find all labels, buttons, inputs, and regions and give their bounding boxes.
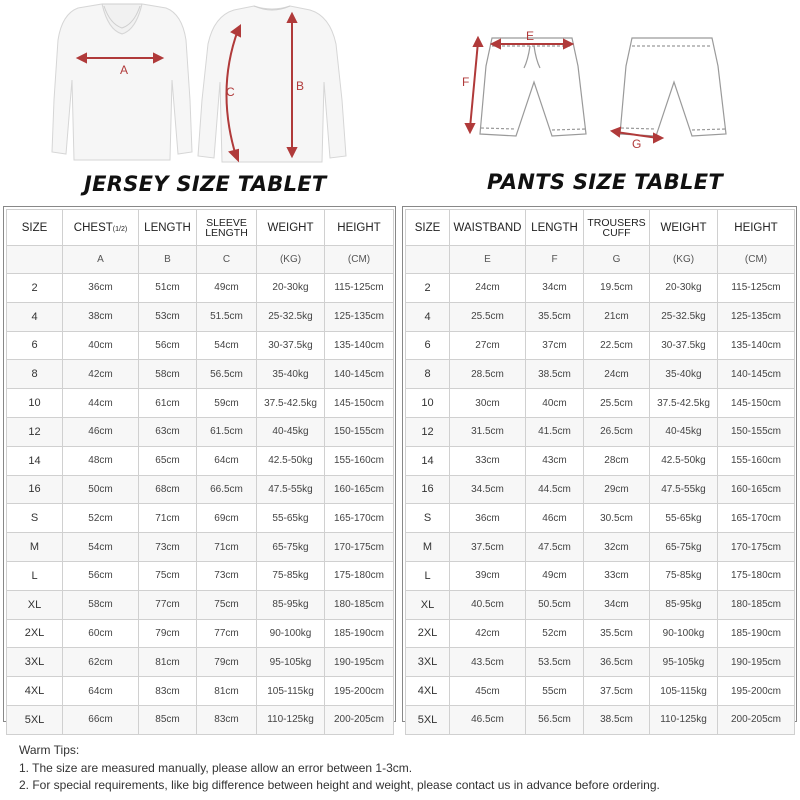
jersey-table-row (7, 677, 394, 706)
jersey-cell: 135-140cm (325, 331, 394, 360)
pants-cell: 75-85kg (650, 561, 718, 590)
jersey-size-table (6, 209, 394, 735)
pants-label-e: E (526, 29, 535, 43)
jersey-cell: 40-45kg (257, 417, 325, 446)
jersey-cell: 47.5-55kg (257, 475, 325, 504)
jersey-cell: 63cm (139, 417, 197, 446)
jersey-table-row (7, 619, 394, 648)
jersey-cell: 75cm (139, 561, 197, 590)
jersey-sub-size (7, 246, 63, 274)
jersey-table-row (7, 302, 394, 331)
jersey-cell: 105-115kg (257, 677, 325, 706)
pants-cell: 16 (406, 475, 450, 504)
jersey-cell: 2XL (7, 619, 63, 648)
jersey-cell: 44cm (63, 389, 139, 418)
pants-cell: 2XL (406, 619, 450, 648)
jersey-cell: 115-125cm (325, 274, 394, 303)
pants-cell: 30-37.5kg (650, 331, 718, 360)
jersey-cell: 85cm (139, 705, 197, 734)
jersey-table-row (7, 705, 394, 734)
pants-front-image (480, 38, 586, 136)
jersey-cell: 73cm (139, 533, 197, 562)
jersey-cell: 20-30kg (257, 274, 325, 303)
pants-cell: 34cm (526, 274, 584, 303)
jersey-cell: 160-165cm (325, 475, 394, 504)
pants-cell: 49cm (526, 561, 584, 590)
pants-cell: 2 (406, 274, 450, 303)
pants-sub-cm: (CM) (718, 246, 795, 274)
jersey-label-b: B (296, 79, 305, 93)
pants-cell: 195-200cm (718, 677, 795, 706)
jersey-cell: 54cm (63, 533, 139, 562)
pants-cell: 43.5cm (450, 648, 526, 677)
pants-cell: 4XL (406, 677, 450, 706)
jersey-header-chest (63, 210, 139, 246)
jersey-cell: 145-150cm (325, 389, 394, 418)
jersey-cell: 79cm (139, 619, 197, 648)
pants-cell: 185-190cm (718, 619, 795, 648)
jersey-cell: 110-125kg (257, 705, 325, 734)
jersey-illustration (40, 0, 370, 170)
pants-cell: 170-175cm (718, 533, 795, 562)
jersey-cell: 75-85kg (257, 561, 325, 590)
pants-cell: 46.5cm (450, 705, 526, 734)
pants-cell: 90-100kg (650, 619, 718, 648)
pants-cell: 190-195cm (718, 648, 795, 677)
pants-cell: 35.5cm (584, 619, 650, 648)
pants-cell: 24cm (584, 360, 650, 389)
pants-cell: 36cm (450, 504, 526, 533)
jersey-table-row (7, 504, 394, 533)
jersey-cell: 42.5-50kg (257, 446, 325, 475)
jersey-cell: 66.5cm (197, 475, 257, 504)
jersey-cell: 52cm (63, 504, 139, 533)
pants-cell: 37.5cm (584, 677, 650, 706)
jersey-cell: 95-105kg (257, 648, 325, 677)
jersey-cell: 46cm (63, 417, 139, 446)
pants-cell: 43cm (526, 446, 584, 475)
pants-cell: 12 (406, 417, 450, 446)
jersey-table-row (7, 446, 394, 475)
jersey-cell: 35-40kg (257, 360, 325, 389)
pants-sub-kg: (KG) (650, 246, 718, 274)
jersey-cell: 56cm (139, 331, 197, 360)
jersey-cell: 53cm (139, 302, 197, 331)
pants-back-image (620, 38, 726, 136)
pants-cell: 47.5-55kg (650, 475, 718, 504)
pants-cell: 46cm (526, 504, 584, 533)
jersey-cell: 125-135cm (325, 302, 394, 331)
pants-table-row (406, 360, 795, 389)
jersey-sub-a: A (63, 246, 139, 274)
pants-cell: 40.5cm (450, 590, 526, 619)
pants-cell: 155-160cm (718, 446, 795, 475)
jersey-cell: 38cm (63, 302, 139, 331)
pants-cell: 42cm (450, 619, 526, 648)
jersey-cell: 58cm (63, 590, 139, 619)
pants-cell: 55cm (526, 677, 584, 706)
jersey-cell: 66cm (63, 705, 139, 734)
jersey-cell: 190-195cm (325, 648, 394, 677)
pants-cell: 27cm (450, 331, 526, 360)
pants-cell: 21cm (584, 302, 650, 331)
pants-table-row (406, 475, 795, 504)
jersey-cell: 85-95kg (257, 590, 325, 619)
pants-size-table (405, 209, 795, 735)
pants-cell: 135-140cm (718, 331, 795, 360)
jersey-cell: 54cm (197, 331, 257, 360)
pants-table-row (406, 417, 795, 446)
pants-cell: 40-45kg (650, 417, 718, 446)
jersey-cell: 200-205cm (325, 705, 394, 734)
jersey-cell: 150-155cm (325, 417, 394, 446)
pants-cell: 3XL (406, 648, 450, 677)
pants-cell: 33cm (450, 446, 526, 475)
jersey-cell: 10 (7, 389, 63, 418)
tips-heading: Warm Tips: (19, 743, 80, 757)
pants-cell: 200-205cm (718, 705, 795, 734)
jersey-cell: 180-185cm (325, 590, 394, 619)
pants-cell: L (406, 561, 450, 590)
jersey-cell: 68cm (139, 475, 197, 504)
jersey-cell: 42cm (63, 360, 139, 389)
pants-cell: 41.5cm (526, 417, 584, 446)
pants-cell: 150-155cm (718, 417, 795, 446)
pants-header-cuff-line1: TROUSERS (587, 216, 646, 229)
jersey-label-a: A (120, 63, 129, 77)
jersey-cell: 14 (7, 446, 63, 475)
pants-cell: 37.5-42.5kg (650, 389, 718, 418)
pants-cell: 42.5-50kg (650, 446, 718, 475)
pants-cell: 105-115kg (650, 677, 718, 706)
jersey-cell: 195-200cm (325, 677, 394, 706)
tips-line-2: 2. For special requirements, like big difference between height and weight, please contact us in advance before ordering. (19, 778, 660, 792)
pants-cell: 110-125kg (650, 705, 718, 734)
pants-cell: 47.5cm (526, 533, 584, 562)
jersey-cell: 56cm (63, 561, 139, 590)
pants-cell: S (406, 504, 450, 533)
jersey-cell: 79cm (197, 648, 257, 677)
jersey-cell: 51.5cm (197, 302, 257, 331)
jersey-sub-cm: (CM) (325, 246, 394, 274)
jersey-cell: 51cm (139, 274, 197, 303)
jersey-cell: XL (7, 590, 63, 619)
jersey-cell: 64cm (63, 677, 139, 706)
jersey-cell: 170-175cm (325, 533, 394, 562)
jersey-cell: 140-145cm (325, 360, 394, 389)
jersey-cell: 71cm (197, 533, 257, 562)
pants-cell: 20-30kg (650, 274, 718, 303)
pants-header-weight: WEIGHT (650, 210, 718, 246)
pants-cell: 25.5cm (584, 389, 650, 418)
pants-table-row (406, 561, 795, 590)
pants-cell: 52cm (526, 619, 584, 648)
pants-cell: 35.5cm (526, 302, 584, 331)
jersey-table-row (7, 533, 394, 562)
pants-label-f: F (462, 75, 470, 89)
jersey-header-sleeve (197, 210, 257, 246)
pants-cell: 65-75kg (650, 533, 718, 562)
pants-cell: 38.5cm (526, 360, 584, 389)
pants-table-row (406, 619, 795, 648)
pants-cell: 35-40kg (650, 360, 718, 389)
pants-cell: 25-32.5kg (650, 302, 718, 331)
jersey-cell: 75cm (197, 590, 257, 619)
pants-label-g: G (632, 137, 642, 150)
warm-tips (19, 742, 660, 795)
jersey-cell: 185-190cm (325, 619, 394, 648)
jersey-cell: 73cm (197, 561, 257, 590)
pants-header-waistband: WAISTBAND (450, 210, 526, 246)
pants-header-size: SIZE (406, 210, 450, 246)
jersey-header-row (7, 210, 394, 246)
jersey-cell: 49cm (197, 274, 257, 303)
pants-cell: 85-95kg (650, 590, 718, 619)
pants-subheader-row (406, 246, 795, 274)
pants-cell: 175-180cm (718, 561, 795, 590)
jersey-cell: 81cm (139, 648, 197, 677)
pants-table-row (406, 274, 795, 303)
pants-table-row (406, 331, 795, 360)
jersey-cell: 61cm (139, 389, 197, 418)
pants-cell: 8 (406, 360, 450, 389)
jersey-table-body (7, 274, 394, 735)
jersey-cell: 55-65kg (257, 504, 325, 533)
pants-sub-g: G (584, 246, 650, 274)
jersey-cell: 65-75kg (257, 533, 325, 562)
jersey-table-row (7, 475, 394, 504)
pants-cell: 4 (406, 302, 450, 331)
pants-cell: 22.5cm (584, 331, 650, 360)
pants-cell: 28.5cm (450, 360, 526, 389)
jersey-table-row (7, 561, 394, 590)
jersey-cell: 4 (7, 302, 63, 331)
pants-table-row (406, 533, 795, 562)
pants-table-row (406, 504, 795, 533)
jersey-cell: 65cm (139, 446, 197, 475)
pants-cell: 36.5cm (584, 648, 650, 677)
pants-cell: 5XL (406, 705, 450, 734)
pants-cell: 34.5cm (450, 475, 526, 504)
pants-illustration (460, 26, 760, 150)
jersey-table-row (7, 590, 394, 619)
jersey-back-image (198, 6, 346, 162)
jersey-front-image (52, 4, 192, 160)
pants-header-row (406, 210, 795, 246)
jersey-cell: 48cm (63, 446, 139, 475)
pants-cell: 45cm (450, 677, 526, 706)
pants-cell: 24cm (450, 274, 526, 303)
pants-sub-e: E (450, 246, 526, 274)
pants-table-row (406, 389, 795, 418)
pants-table-row (406, 590, 795, 619)
pants-cell: 34cm (584, 590, 650, 619)
jersey-cell: 12 (7, 417, 63, 446)
jersey-header-size: SIZE (7, 210, 63, 246)
jersey-cell: 77cm (197, 619, 257, 648)
jersey-header-chest-label: CHEST (73, 221, 113, 234)
pants-cell: 145-150cm (718, 389, 795, 418)
pants-table-row (406, 677, 795, 706)
pants-cell: 14 (406, 446, 450, 475)
jersey-cell: 69cm (197, 504, 257, 533)
pants-cell: 6 (406, 331, 450, 360)
pants-cell: 28cm (584, 446, 650, 475)
pants-cell: 50.5cm (526, 590, 584, 619)
jersey-header-sleeve-line1: SLEEVE (206, 216, 247, 229)
jersey-table-row (7, 648, 394, 677)
jersey-cell: 155-160cm (325, 446, 394, 475)
tips-line-1: 1. The size are measured manually, please allow an error between 1-3cm. (19, 760, 413, 775)
pants-cell: 30cm (450, 389, 526, 418)
pants-cell: 165-170cm (718, 504, 795, 533)
pants-cell: 95-105kg (650, 648, 718, 677)
pants-cell: 53.5cm (526, 648, 584, 677)
pants-cell: 33cm (584, 561, 650, 590)
pants-header-height: HEIGHT (718, 210, 795, 246)
jersey-cell: 71cm (139, 504, 197, 533)
jersey-cell: M (7, 533, 63, 562)
pants-table-row (406, 446, 795, 475)
jersey-subheader-row (7, 246, 394, 274)
jersey-header-chest-note: (1/2) (112, 225, 128, 233)
pants-cell: 38.5cm (584, 705, 650, 734)
pants-header-cuff-line2: CUFF (602, 226, 631, 239)
jersey-label-c: C (226, 85, 235, 99)
pants-table-row (406, 648, 795, 677)
jersey-cell: L (7, 561, 63, 590)
pants-cell: 29cm (584, 475, 650, 504)
jersey-cell: 61.5cm (197, 417, 257, 446)
jersey-cell: 59cm (197, 389, 257, 418)
jersey-header-height: HEIGHT (325, 210, 394, 246)
pants-cell: 56.5cm (526, 705, 584, 734)
pants-cell: 180-185cm (718, 590, 795, 619)
jersey-cell: 83cm (197, 705, 257, 734)
pants-cell: M (406, 533, 450, 562)
jersey-cell: 81cm (197, 677, 257, 706)
jersey-cell: 165-170cm (325, 504, 394, 533)
jersey-cell: 5XL (7, 705, 63, 734)
pants-cell: 30.5cm (584, 504, 650, 533)
jersey-cell: S (7, 504, 63, 533)
jersey-cell: 77cm (139, 590, 197, 619)
jersey-sub-b: B (139, 246, 197, 274)
jersey-cell: 16 (7, 475, 63, 504)
jersey-cell: 2 (7, 274, 63, 303)
jersey-title: JERSEY SIZE TABLET (84, 172, 327, 196)
pants-cell: 140-145cm (718, 360, 795, 389)
jersey-cell: 175-180cm (325, 561, 394, 590)
pants-cell: 125-135cm (718, 302, 795, 331)
pants-header-length: LENGTH (526, 210, 584, 246)
jersey-cell: 90-100kg (257, 619, 325, 648)
jersey-table-row (7, 331, 394, 360)
jersey-cell: 58cm (139, 360, 197, 389)
jersey-cell: 62cm (63, 648, 139, 677)
pants-cell: 26.5cm (584, 417, 650, 446)
jersey-cell: 40cm (63, 331, 139, 360)
jersey-cell: 83cm (139, 677, 197, 706)
pants-cell: 37.5cm (450, 533, 526, 562)
pants-cell: 19.5cm (584, 274, 650, 303)
pants-cell: 115-125cm (718, 274, 795, 303)
jersey-cell: 4XL (7, 677, 63, 706)
pants-table-row (406, 302, 795, 331)
jersey-table-row (7, 417, 394, 446)
pants-cell: XL (406, 590, 450, 619)
jersey-cell: 6 (7, 331, 63, 360)
pants-cell: 55-65kg (650, 504, 718, 533)
pants-cell: 31.5cm (450, 417, 526, 446)
pants-header-trousers-cuff (584, 210, 650, 246)
pants-cell: 40cm (526, 389, 584, 418)
pants-table-body (406, 274, 795, 735)
jersey-cell: 50cm (63, 475, 139, 504)
pants-cell: 160-165cm (718, 475, 795, 504)
jersey-cell: 36cm (63, 274, 139, 303)
pants-cell: 37cm (526, 331, 584, 360)
jersey-cell: 8 (7, 360, 63, 389)
jersey-header-length: LENGTH (139, 210, 197, 246)
pants-cell: 32cm (584, 533, 650, 562)
jersey-table-row (7, 274, 394, 303)
jersey-sub-kg: (KG) (257, 246, 325, 274)
jersey-sub-c: C (197, 246, 257, 274)
pants-cell: 25.5cm (450, 302, 526, 331)
pants-cell: 39cm (450, 561, 526, 590)
jersey-cell: 60cm (63, 619, 139, 648)
pants-title: PANTS SIZE TABLET (487, 170, 723, 194)
jersey-table-row (7, 389, 394, 418)
jersey-cell: 64cm (197, 446, 257, 475)
jersey-table-row (7, 360, 394, 389)
jersey-header-sleeve-line2: LENGTH (205, 226, 248, 239)
pants-sub-f: F (526, 246, 584, 274)
jersey-cell: 37.5-42.5kg (257, 389, 325, 418)
jersey-cell: 56.5cm (197, 360, 257, 389)
pants-cell: 44.5cm (526, 475, 584, 504)
pants-cell: 10 (406, 389, 450, 418)
jersey-header-weight: WEIGHT (257, 210, 325, 246)
jersey-cell: 25-32.5kg (257, 302, 325, 331)
jersey-cell: 30-37.5kg (257, 331, 325, 360)
jersey-cell: 3XL (7, 648, 63, 677)
pants-table-row (406, 705, 795, 734)
pants-sub-size (406, 246, 450, 274)
